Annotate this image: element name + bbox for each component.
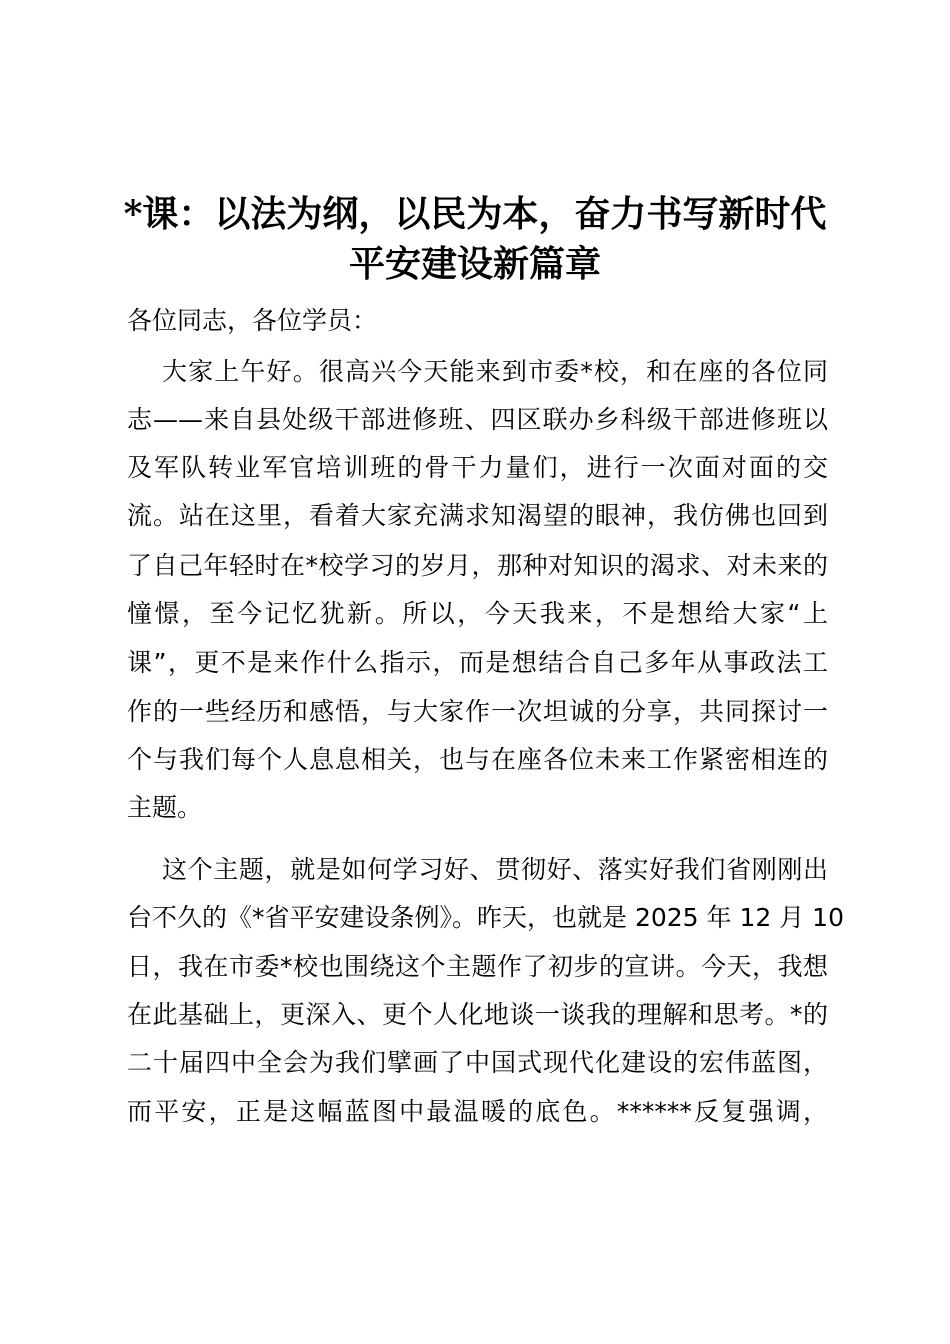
paragraph-line: 这个主题，就是如何学习好、贯彻好、落实好我们省刚刚出 xyxy=(162,855,828,884)
paragraph-line: 憧憬，至今记忆犹新。所以，今天我来，不是想给大家“上 xyxy=(127,599,828,628)
paragraph-line: 作的一些经历和感悟，与大家作一次坦诚的分享，共同探讨一 xyxy=(127,697,828,726)
paragraph-line: 了自己年轻时在*校学习的岁月，那种对知识的渴求、对未来的 xyxy=(127,551,828,580)
paragraph-line: 而平安，正是这幅蓝图中最温暖的底色。******反复强调， xyxy=(127,1097,828,1126)
paragraph-line: 在此基础上，更深入、更个人化地谈一谈我的理解和思考。*的 xyxy=(127,1000,828,1029)
paragraph-line: 大家上午好。很高兴今天能来到市委*校，和在座的各位同 xyxy=(162,357,828,386)
paragraph-line: 及军队转业军官培训班的骨干力量们，进行一次面对面的交 xyxy=(127,453,828,482)
document-title-line-2: 平安建设新篇章 xyxy=(348,243,601,286)
paragraph-line: 个与我们每个人息息相关，也与在座各位未来工作紧密相连的 xyxy=(127,745,828,774)
paragraph-line: 课”，更不是来作什么指示，而是想结合自己多年从事政法工 xyxy=(127,648,828,677)
salutation: 各位同志，各位学员： xyxy=(127,306,378,335)
paragraph-line: 日，我在市委*校也围绕这个主题作了初步的宣讲。今天，我想 xyxy=(127,952,828,981)
paragraph-line: 二十届四中全会为我们擘画了中国式现代化建设的宏伟蓝图， xyxy=(127,1048,828,1077)
paragraph-line: 志——来自县处级干部进修班、四区联办乡科级干部进修班以 xyxy=(127,405,828,434)
paragraph-line: 台不久的《*省平安建设条例》。昨天，也就是 2025 年 12 月 10 xyxy=(127,903,844,932)
paragraph-line: 流。站在这里，看着大家充满求知渴望的眼神，我仿佛也回到 xyxy=(127,501,828,530)
document-title-line-1: *课：以法为纲，以民为本，奋力书写新时代 xyxy=(123,193,827,236)
paragraph-line: 主题。 xyxy=(127,793,203,822)
